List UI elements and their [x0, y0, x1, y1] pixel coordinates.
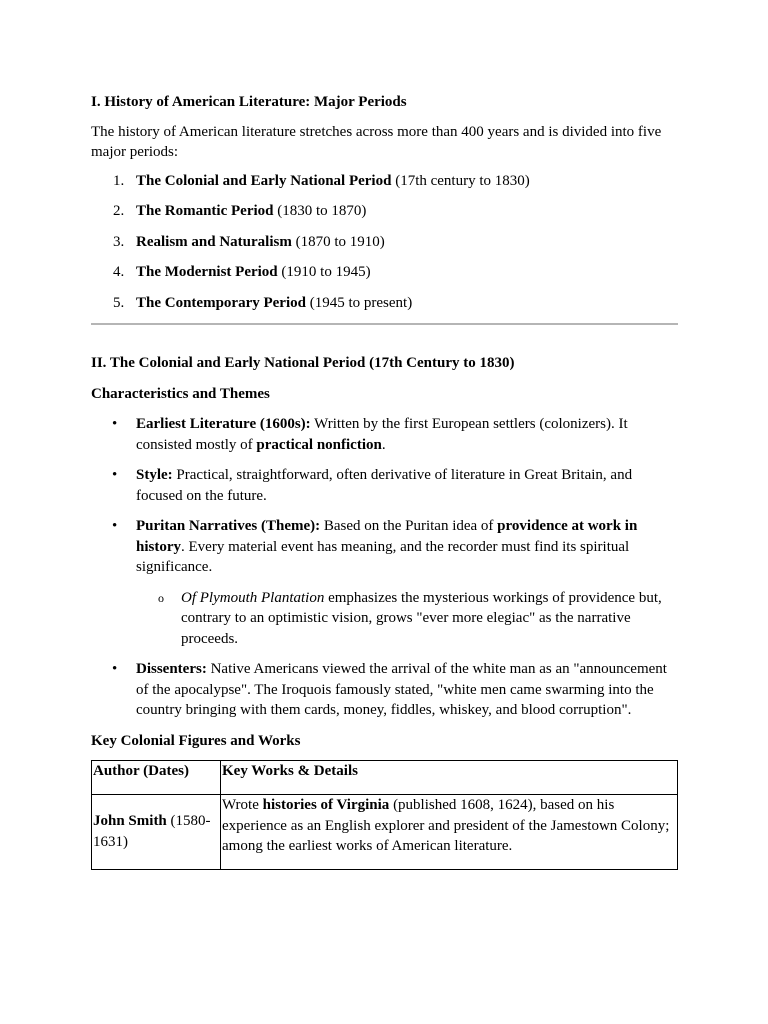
item-label: Dissenters:: [136, 661, 207, 677]
item-label: Style:: [136, 467, 173, 483]
item-text: .: [381, 436, 386, 453]
list-item-style: [91, 465, 678, 506]
period-item: [91, 262, 678, 283]
sub-list: [136, 588, 678, 650]
item-text: Based on the Puritan idea of: [320, 518, 498, 534]
period-item: [91, 201, 678, 222]
circle-bullet-icon: o: [158, 590, 164, 605]
periods-list: [91, 171, 678, 314]
item-emphasis: practical nonfiction: [256, 436, 382, 453]
horizontal-rule: [91, 323, 678, 325]
period-dates: (1910 to 1945): [277, 264, 371, 280]
list-item-dissenters: [91, 659, 678, 721]
section-2-heading: II. The Colonial and Early National Period (17th Century to 1830): [91, 355, 515, 371]
author-dates: (1580-1631): [93, 813, 211, 850]
list-item-earliest-literature: [91, 414, 678, 455]
section-1-intro: The history of American literature stretches across more than 400 years and is divided into five major periods:: [91, 123, 662, 160]
bullet-icon: •: [112, 467, 118, 483]
item-text: Native Americans viewed the arrival of the white man as an "announcement of the apocalypse". The Iroquois famously stated, "white men came swarming into the country bringing with them cards, money, fiddles, whiskey, and blood corruption".: [136, 661, 667, 718]
period-number: 1.: [113, 172, 125, 189]
author-cell: [92, 795, 221, 870]
item-label: Puritan Narratives (Theme):: [136, 518, 321, 534]
item-label: Earliest Literature (1600s):: [136, 416, 311, 432]
period-number: 4.: [113, 264, 125, 280]
period-dates: (17th century to 1830): [391, 172, 530, 189]
period-item: [91, 171, 678, 192]
figures-heading: Key Colonial Figures and Works: [91, 732, 301, 749]
sub-list-item: [136, 588, 678, 650]
period-dates: (1945 to present): [305, 294, 413, 311]
period-number: 3.: [113, 233, 125, 250]
section-1-heading: I. History of American Literature: Major Periods: [91, 94, 407, 110]
period-number: 2.: [113, 203, 125, 219]
period-item: [91, 232, 678, 253]
works-emphasis: histories of Virginia: [262, 797, 390, 813]
document-content: [91, 92, 678, 870]
column-header-works: Key Works & Details: [221, 761, 678, 795]
period-name: The Colonial and Early National Period: [136, 172, 392, 189]
item-text: Practical, straightforward, often derivative of literature in Great Britain, and focused on the future.: [136, 467, 633, 504]
period-number: 5.: [113, 294, 125, 311]
work-title: Of Plymouth Plantation: [181, 589, 325, 606]
characteristics-list: [91, 414, 678, 721]
period-item: [91, 293, 678, 314]
table-row: [92, 795, 678, 870]
period-name: Realism and Naturalism: [136, 233, 292, 250]
item-text: emphasizes the mysterious workings of providence but, contrary to an optimistic vision, grows "ever more elegiac" as the narrative proceeds.: [181, 589, 662, 647]
works-cell: [221, 795, 678, 870]
period-dates: (1830 to 1870): [273, 203, 367, 219]
period-name: The Contemporary Period: [136, 294, 306, 311]
works-text: Wrote: [222, 797, 263, 813]
bullet-icon: •: [112, 416, 118, 432]
figures-table: [91, 760, 678, 870]
bullet-icon: •: [112, 661, 118, 677]
bullet-icon: •: [112, 518, 118, 534]
table-header-row: [92, 761, 678, 795]
period-name: The Modernist Period: [136, 264, 278, 280]
item-emphasis: providence at work in history: [136, 518, 638, 555]
column-header-author: Author (Dates): [92, 761, 221, 795]
item-text: . Every material event has meaning, and the recorder must find its spiritual significance.: [136, 538, 630, 575]
list-item-puritan-narratives: [91, 516, 678, 649]
period-dates: (1870 to 1910): [291, 233, 385, 250]
characteristics-heading: Characteristics and Themes: [91, 385, 270, 402]
author-name: John Smith: [93, 813, 167, 830]
works-text: (published 1608, 1624), based on his experience as an English explorer and president of the Jamestown Colony; among the earliest works of American literature.: [222, 797, 670, 854]
period-name: The Romantic Period: [136, 203, 274, 219]
item-text: Written by the first European settlers (colonizers). It consisted mostly of: [136, 416, 628, 453]
